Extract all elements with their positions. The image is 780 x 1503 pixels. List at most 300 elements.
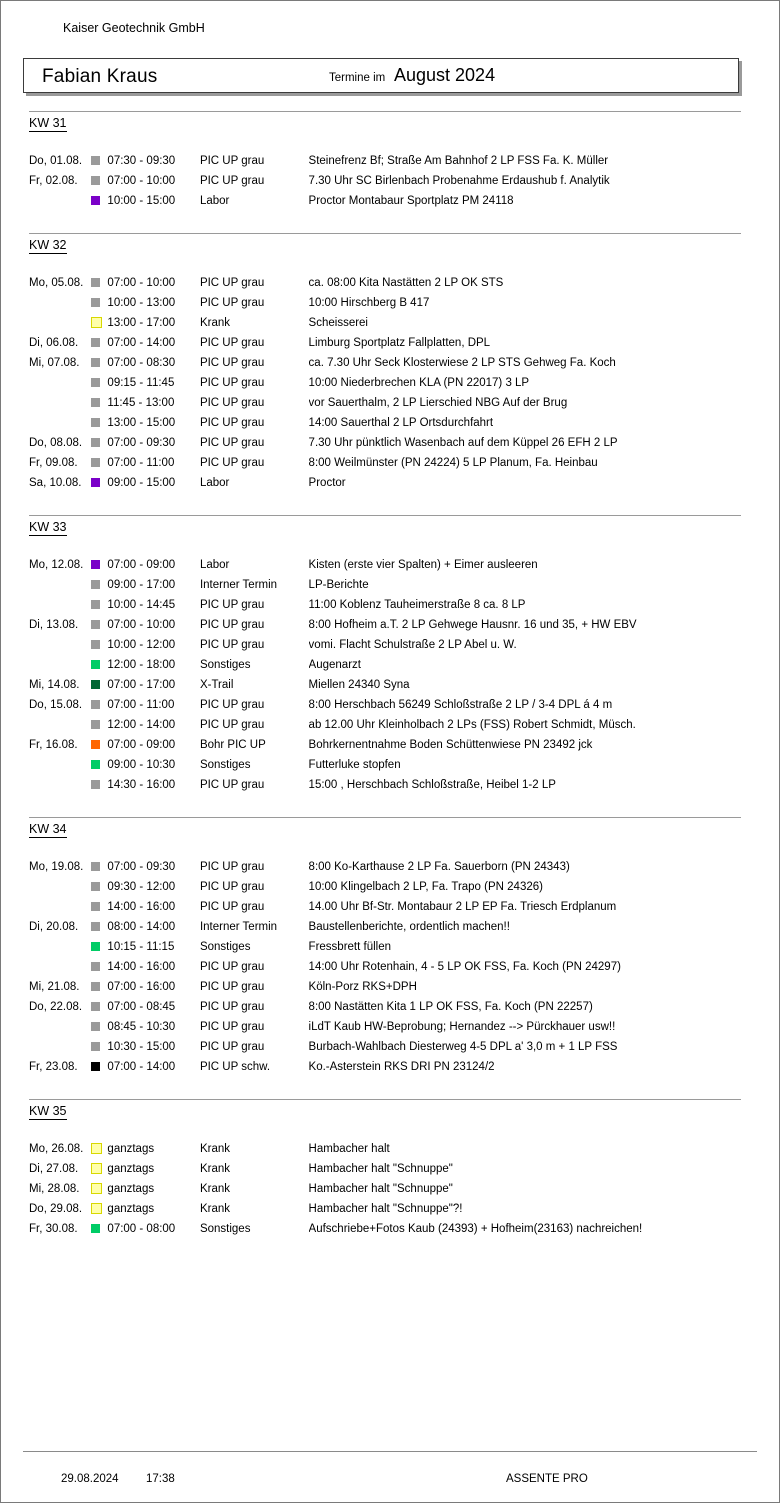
week-bottom-spacer bbox=[1, 211, 780, 233]
table-row[interactable] bbox=[29, 151, 741, 171]
category-color-swatch bbox=[91, 1219, 107, 1239]
table-row[interactable] bbox=[29, 857, 741, 877]
row-description: 8:00 Hofheim a.T. 2 LP Gehwege Hausnr. 16 und 35, + HW EBV bbox=[308, 619, 637, 631]
row-category: PIC UP grau bbox=[199, 397, 265, 409]
swatch-grey bbox=[91, 338, 100, 347]
week-bottom-spacer bbox=[1, 795, 780, 817]
row-time: 07:00 - 10:00 bbox=[107, 277, 176, 289]
week-header bbox=[29, 817, 741, 843]
row-date: Fr, 16.08. bbox=[29, 739, 78, 751]
row-date: Mo, 26.08. bbox=[29, 1143, 84, 1155]
row-description: Burbach-Wahlbach Diesterweg 4-5 DPL a' 3,0 m + 1 LP FSS bbox=[308, 1041, 618, 1053]
row-category: PIC UP grau bbox=[199, 961, 265, 973]
week-bottom-spacer bbox=[1, 1077, 780, 1099]
week-header bbox=[29, 1099, 741, 1125]
table-row[interactable] bbox=[29, 977, 741, 997]
category-color-swatch bbox=[91, 897, 107, 917]
row-category: Krank bbox=[199, 1183, 230, 1195]
row-time: 09:00 - 15:00 bbox=[107, 477, 176, 489]
category-color-swatch bbox=[91, 293, 107, 313]
row-date bbox=[29, 575, 91, 595]
row-description: Scheisserei bbox=[308, 317, 368, 329]
row-description: vor Sauerthalm, 2 LP Lierschied NBG Auf der Brug bbox=[308, 397, 568, 409]
week-spacer bbox=[1, 259, 780, 273]
table-row[interactable] bbox=[29, 775, 741, 795]
table-row[interactable] bbox=[29, 313, 741, 333]
row-description: Baustellenberichte, ordentlich machen!! bbox=[308, 921, 510, 933]
row-date bbox=[29, 635, 91, 655]
title-box bbox=[23, 58, 739, 93]
table-row[interactable] bbox=[29, 453, 741, 473]
table-row[interactable] bbox=[29, 1139, 741, 1159]
swatch-grey bbox=[91, 398, 100, 407]
table-row[interactable] bbox=[29, 555, 741, 575]
table-row[interactable] bbox=[29, 1159, 741, 1179]
row-date: Mo, 19.08. bbox=[29, 861, 84, 873]
row-date: Di, 27.08. bbox=[29, 1163, 79, 1175]
week-table bbox=[29, 1139, 741, 1239]
week-bottom-spacer bbox=[1, 1239, 780, 1261]
swatch-green bbox=[91, 760, 100, 769]
swatch-grey bbox=[91, 298, 100, 307]
row-description: 8:00 Herschbach 56249 Schloßstraße 2 LP / 3-4 DPL á 4 m bbox=[308, 699, 613, 711]
swatch-grey bbox=[91, 580, 100, 589]
table-row[interactable] bbox=[29, 877, 741, 897]
row-time: 09:00 - 17:00 bbox=[107, 579, 176, 591]
week-label: KW 35 bbox=[29, 1104, 67, 1118]
row-description: Fressbrett füllen bbox=[308, 941, 391, 953]
row-category: Interner Termin bbox=[199, 921, 278, 933]
category-color-swatch bbox=[91, 333, 107, 353]
swatch-grey bbox=[91, 700, 100, 709]
category-color-swatch bbox=[91, 413, 107, 433]
week-label: KW 32 bbox=[29, 238, 67, 252]
row-category: Krank bbox=[199, 1163, 230, 1175]
row-time: ganztags bbox=[107, 1143, 155, 1155]
row-category: Sonstiges bbox=[199, 659, 251, 671]
table-row[interactable] bbox=[29, 373, 741, 393]
row-time: 13:00 - 17:00 bbox=[107, 317, 176, 329]
swatch-grey bbox=[91, 1042, 100, 1051]
row-description: Steinefrenz Bf; Straße Am Bahnhof 2 LP FSS Fa. K. Müller bbox=[308, 155, 609, 167]
row-category: PIC UP grau bbox=[199, 699, 265, 711]
table-row[interactable] bbox=[29, 675, 741, 695]
row-date: Sa, 10.08. bbox=[29, 477, 82, 489]
table-row[interactable] bbox=[29, 293, 741, 313]
row-description: 14.00 Uhr Bf-Str. Montabaur 2 LP EP Fa. Triesch Erdplanum bbox=[308, 901, 617, 913]
swatch-darkgreen bbox=[91, 680, 100, 689]
row-category: Krank bbox=[199, 1143, 230, 1155]
week-label: KW 33 bbox=[29, 520, 67, 534]
swatch-yellow bbox=[91, 1183, 102, 1194]
row-category: Krank bbox=[199, 317, 230, 329]
row-description: 14:00 Uhr Rotenhain, 4 - 5 LP OK FSS, Fa. Koch (PN 24297) bbox=[308, 961, 621, 973]
table-row[interactable] bbox=[29, 897, 741, 917]
week-spacer bbox=[1, 137, 780, 151]
row-date bbox=[29, 313, 91, 333]
category-color-swatch bbox=[91, 1199, 107, 1219]
row-category: Krank bbox=[199, 1203, 230, 1215]
row-description: Miellen 24340 Syna bbox=[308, 679, 410, 691]
row-description: ca. 7.30 Uhr Seck Klosterwiese 2 LP STS Gehweg Fa. Koch bbox=[308, 357, 616, 369]
row-description: 8:00 Weilmünster (PN 24224) 5 LP Planum, Fa. Heinbau bbox=[308, 457, 598, 469]
row-time: 12:00 - 18:00 bbox=[107, 659, 176, 671]
row-date: Fr, 09.08. bbox=[29, 457, 78, 469]
swatch-grey bbox=[91, 176, 100, 185]
category-color-swatch bbox=[91, 575, 107, 595]
row-time: 14:00 - 16:00 bbox=[107, 961, 176, 973]
row-category: PIC UP grau bbox=[199, 639, 265, 651]
category-color-swatch bbox=[91, 453, 107, 473]
category-color-swatch bbox=[91, 937, 107, 957]
row-time: 07:00 - 09:30 bbox=[107, 861, 176, 873]
table-row[interactable] bbox=[29, 695, 741, 715]
row-category: PIC UP grau bbox=[199, 155, 265, 167]
row-date bbox=[29, 715, 91, 735]
week-header bbox=[29, 233, 741, 259]
row-time: 07:00 - 10:00 bbox=[107, 175, 176, 187]
week-divider bbox=[29, 111, 741, 112]
week-divider bbox=[29, 233, 741, 234]
row-date: Fr, 30.08. bbox=[29, 1223, 78, 1235]
table-row[interactable] bbox=[29, 937, 741, 957]
row-date bbox=[29, 393, 91, 413]
row-description: Limburg Sportplatz Fallplatten, DPL bbox=[308, 337, 491, 349]
swatch-grey bbox=[91, 862, 100, 871]
row-time: ganztags bbox=[107, 1183, 155, 1195]
row-time: 07:00 - 16:00 bbox=[107, 981, 176, 993]
row-category: PIC UP grau bbox=[199, 357, 265, 369]
week-table bbox=[29, 151, 741, 211]
category-color-swatch bbox=[91, 1037, 107, 1057]
swatch-yellow bbox=[91, 1163, 102, 1174]
row-time: 07:00 - 14:00 bbox=[107, 1061, 176, 1073]
table-row[interactable] bbox=[29, 1017, 741, 1037]
category-color-swatch bbox=[91, 857, 107, 877]
row-description: Bohrkernentnahme Boden Schüttenwiese PN 23492 jck bbox=[308, 739, 593, 751]
row-time: 10:00 - 13:00 bbox=[107, 297, 176, 309]
row-description: Proctor bbox=[308, 477, 346, 489]
table-row[interactable] bbox=[29, 273, 741, 293]
category-color-swatch bbox=[91, 1017, 107, 1037]
swatch-yellow bbox=[91, 1203, 102, 1214]
row-time: 10:00 - 15:00 bbox=[107, 195, 176, 207]
week-block bbox=[1, 1099, 780, 1261]
row-category: PIC UP grau bbox=[199, 599, 265, 611]
category-color-swatch bbox=[91, 997, 107, 1017]
week-header bbox=[29, 515, 741, 541]
row-time: 08:45 - 10:30 bbox=[107, 1021, 176, 1033]
row-category: Sonstiges bbox=[199, 759, 251, 771]
title-subtitle: Termine im bbox=[329, 72, 386, 84]
row-date bbox=[29, 373, 91, 393]
footer-time: 17:38 bbox=[146, 1473, 175, 1485]
row-description: 8:00 Nastätten Kita 1 LP OK FSS, Fa. Koch (PN 22257) bbox=[308, 1001, 593, 1013]
row-category: Bohr PIC UP bbox=[199, 739, 266, 751]
swatch-grey bbox=[91, 720, 100, 729]
table-row[interactable] bbox=[29, 413, 741, 433]
category-color-swatch bbox=[91, 171, 107, 191]
week-block bbox=[1, 817, 780, 1099]
row-description: Proctor Montabaur Sportplatz PM 24118 bbox=[308, 195, 514, 207]
swatch-grey bbox=[91, 1002, 100, 1011]
row-description: Augenarzt bbox=[308, 659, 361, 671]
table-row[interactable] bbox=[29, 1199, 741, 1219]
row-category: Labor bbox=[199, 195, 230, 207]
row-time: 12:00 - 14:00 bbox=[107, 719, 176, 731]
company-name: Kaiser Geotechnik GmbH bbox=[63, 21, 205, 35]
row-time: 07:00 - 17:00 bbox=[107, 679, 176, 691]
swatch-violet bbox=[91, 560, 100, 569]
row-time: 08:00 - 14:00 bbox=[107, 921, 176, 933]
row-category: Sonstiges bbox=[199, 941, 251, 953]
row-time: 10:15 - 11:15 bbox=[107, 941, 175, 953]
table-row[interactable] bbox=[29, 575, 741, 595]
row-date bbox=[29, 293, 91, 313]
category-color-swatch bbox=[91, 675, 107, 695]
row-description: 8:00 Ko-Karthause 2 LP Fa. Sauerborn (PN 24343) bbox=[308, 861, 570, 873]
week-spacer bbox=[1, 541, 780, 555]
row-date: Mi, 21.08. bbox=[29, 981, 80, 993]
row-time: 07:00 - 09:30 bbox=[107, 437, 176, 449]
row-date: Fr, 02.08. bbox=[29, 175, 78, 187]
category-color-swatch bbox=[91, 715, 107, 735]
week-spacer bbox=[1, 843, 780, 857]
row-date: Do, 01.08. bbox=[29, 155, 83, 167]
row-date: Di, 13.08. bbox=[29, 619, 79, 631]
row-time: ganztags bbox=[107, 1203, 155, 1215]
row-date: Do, 22.08. bbox=[29, 1001, 83, 1013]
swatch-grey bbox=[91, 882, 100, 891]
table-row[interactable] bbox=[29, 1057, 741, 1077]
table-row[interactable] bbox=[29, 171, 741, 191]
row-time: 07:00 - 09:00 bbox=[107, 739, 176, 751]
row-time: 09:30 - 12:00 bbox=[107, 881, 176, 893]
row-category: PIC UP grau bbox=[199, 437, 265, 449]
table-row[interactable] bbox=[29, 433, 741, 453]
table-row[interactable] bbox=[29, 473, 741, 493]
row-description: 14:00 Sauerthal 2 LP Ortsdurchfahrt bbox=[308, 417, 494, 429]
swatch-grey bbox=[91, 982, 100, 991]
row-category: PIC UP grau bbox=[199, 901, 265, 913]
row-category: Interner Termin bbox=[199, 579, 278, 591]
week-block bbox=[1, 515, 780, 817]
row-description: ab 12.00 Uhr Kleinholbach 2 LPs (FSS) Robert Schmidt, Müsch. bbox=[308, 719, 636, 731]
swatch-grey bbox=[91, 640, 100, 649]
table-row[interactable] bbox=[29, 997, 741, 1017]
row-description: Kisten (erste vier Spalten) + Eimer ausleeren bbox=[308, 559, 538, 571]
table-row[interactable] bbox=[29, 191, 741, 211]
row-time: 07:00 - 10:00 bbox=[107, 619, 176, 631]
table-row[interactable] bbox=[29, 1179, 741, 1199]
row-category: PIC UP grau bbox=[199, 619, 265, 631]
table-row[interactable] bbox=[29, 917, 741, 937]
row-description: Hambacher halt "Schnuppe" bbox=[308, 1163, 453, 1175]
row-category: PIC UP grau bbox=[199, 861, 265, 873]
row-description: 11:00 Koblenz Tauheimerstraße 8 ca. 8 LP bbox=[308, 599, 526, 611]
row-description: Aufschriebe+Fotos Kaub (24393) + Hofheim(23163) nachreichen! bbox=[308, 1223, 643, 1235]
row-date bbox=[29, 897, 91, 917]
row-category: PIC UP schw. bbox=[199, 1061, 271, 1073]
weeks-container bbox=[1, 111, 780, 1261]
table-row[interactable] bbox=[29, 755, 741, 775]
swatch-grey bbox=[91, 922, 100, 931]
row-category: PIC UP grau bbox=[199, 277, 265, 289]
row-date: Di, 20.08. bbox=[29, 921, 79, 933]
swatch-grey bbox=[91, 620, 100, 629]
week-block bbox=[1, 233, 780, 515]
category-color-swatch bbox=[91, 957, 107, 977]
footer-date: 29.08.2024 bbox=[61, 1473, 119, 1485]
row-description: 15:00 , Herschbach Schloßstraße, Heibel 1-2 LP bbox=[308, 779, 556, 791]
category-color-swatch bbox=[91, 775, 107, 795]
table-row[interactable] bbox=[29, 1219, 741, 1239]
swatch-grey bbox=[91, 438, 100, 447]
row-date: Fr, 23.08. bbox=[29, 1061, 78, 1073]
table-row[interactable] bbox=[29, 353, 741, 373]
category-color-swatch bbox=[91, 877, 107, 897]
swatch-grey bbox=[91, 1022, 100, 1031]
category-color-swatch bbox=[91, 1057, 107, 1077]
row-date bbox=[29, 655, 91, 675]
footer-app-name: ASSENTE PRO bbox=[506, 1473, 588, 1485]
week-table bbox=[29, 555, 741, 795]
row-date: Do, 08.08. bbox=[29, 437, 83, 449]
table-row[interactable] bbox=[29, 615, 741, 635]
row-time: 10:30 - 15:00 bbox=[107, 1041, 176, 1053]
swatch-violet bbox=[91, 196, 100, 205]
row-category: PIC UP grau bbox=[199, 1041, 265, 1053]
row-description: Köln-Porz RKS+DPH bbox=[308, 981, 417, 993]
week-divider bbox=[29, 817, 741, 818]
category-color-swatch bbox=[91, 595, 107, 615]
swatch-violet bbox=[91, 478, 100, 487]
row-description: vomi. Flacht Schulstraße 2 LP Abel u. W. bbox=[308, 639, 517, 651]
row-date bbox=[29, 877, 91, 897]
row-date bbox=[29, 775, 91, 795]
swatch-orange bbox=[91, 740, 100, 749]
category-color-swatch bbox=[91, 635, 107, 655]
table-row[interactable] bbox=[29, 655, 741, 675]
title-month: August 2024 bbox=[394, 65, 496, 85]
table-row[interactable] bbox=[29, 735, 741, 755]
swatch-green bbox=[91, 942, 100, 951]
week-table bbox=[29, 857, 741, 1077]
row-description: Hambacher halt bbox=[308, 1143, 390, 1155]
row-description: 10:00 Klingelbach 2 LP, Fa. Trapo (PN 24326) bbox=[308, 881, 543, 893]
week-bottom-spacer bbox=[1, 493, 780, 515]
category-color-swatch bbox=[91, 313, 107, 333]
row-category: PIC UP grau bbox=[199, 779, 265, 791]
row-time: 10:00 - 14:45 bbox=[107, 599, 176, 611]
row-date: Di, 06.08. bbox=[29, 337, 79, 349]
row-category: PIC UP grau bbox=[199, 719, 265, 731]
row-category: PIC UP grau bbox=[199, 981, 265, 993]
category-color-swatch bbox=[91, 151, 107, 171]
row-date: Mi, 28.08. bbox=[29, 1183, 80, 1195]
row-time: 09:00 - 10:30 bbox=[107, 759, 176, 771]
row-description: 10:00 Niederbrechen KLA (PN 22017) 3 LP bbox=[308, 377, 530, 389]
table-row[interactable] bbox=[29, 393, 741, 413]
swatch-grey bbox=[91, 418, 100, 427]
week-header bbox=[29, 111, 741, 137]
week-divider bbox=[29, 515, 741, 516]
row-time: 07:00 - 09:00 bbox=[107, 559, 176, 571]
category-color-swatch bbox=[91, 273, 107, 293]
category-color-swatch bbox=[91, 555, 107, 575]
week-label: KW 34 bbox=[29, 822, 67, 836]
row-date: Do, 15.08. bbox=[29, 699, 83, 711]
swatch-yellow bbox=[91, 1143, 102, 1154]
row-time: 14:00 - 16:00 bbox=[107, 901, 176, 913]
row-category: PIC UP grau bbox=[199, 1001, 265, 1013]
row-description: 7.30 Uhr pünktlich Wasenbach auf dem Küppel 26 EFH 2 LP bbox=[308, 437, 618, 449]
swatch-green bbox=[91, 660, 100, 669]
table-row[interactable] bbox=[29, 635, 741, 655]
week-spacer bbox=[1, 1125, 780, 1139]
page-title: Fabian Kraus bbox=[42, 66, 158, 87]
row-date bbox=[29, 1017, 91, 1037]
row-category: Labor bbox=[199, 559, 230, 571]
swatch-grey bbox=[91, 962, 100, 971]
row-date: Mi, 14.08. bbox=[29, 679, 80, 691]
row-time: 07:00 - 11:00 bbox=[107, 699, 175, 711]
row-time: ganztags bbox=[107, 1163, 155, 1175]
footer-divider bbox=[23, 1451, 757, 1452]
row-category: PIC UP grau bbox=[199, 417, 265, 429]
week-table bbox=[29, 273, 741, 493]
swatch-grey bbox=[91, 902, 100, 911]
row-category: PIC UP grau bbox=[199, 1021, 265, 1033]
week-block bbox=[1, 111, 780, 233]
swatch-grey bbox=[91, 378, 100, 387]
row-description: LP-Berichte bbox=[308, 579, 369, 591]
row-date: Mi, 07.08. bbox=[29, 357, 80, 369]
table-row[interactable] bbox=[29, 333, 741, 353]
row-time: 13:00 - 15:00 bbox=[107, 417, 176, 429]
category-color-swatch bbox=[91, 755, 107, 775]
row-date: Mo, 05.08. bbox=[29, 277, 84, 289]
category-color-swatch bbox=[91, 917, 107, 937]
row-time: 07:00 - 08:00 bbox=[107, 1223, 176, 1235]
table-row[interactable] bbox=[29, 1037, 741, 1057]
category-color-swatch bbox=[91, 191, 107, 211]
swatch-grey bbox=[91, 458, 100, 467]
swatch-grey bbox=[91, 780, 100, 789]
category-color-swatch bbox=[91, 473, 107, 493]
row-date bbox=[29, 957, 91, 977]
row-time: 09:15 - 11:45 bbox=[107, 377, 175, 389]
row-category: PIC UP grau bbox=[199, 377, 265, 389]
row-category: PIC UP grau bbox=[199, 297, 265, 309]
row-category: Sonstiges bbox=[199, 1223, 251, 1235]
row-time: 07:00 - 08:45 bbox=[107, 1001, 176, 1013]
row-date bbox=[29, 191, 91, 211]
category-color-swatch bbox=[91, 1159, 107, 1179]
table-row[interactable] bbox=[29, 957, 741, 977]
row-category: PIC UP grau bbox=[199, 457, 265, 469]
row-description: ca. 08:00 Kita Nastätten 2 LP OK STS bbox=[308, 277, 504, 289]
table-row[interactable] bbox=[29, 715, 741, 735]
swatch-grey bbox=[91, 358, 100, 367]
row-description: Hambacher halt "Schnuppe" bbox=[308, 1183, 453, 1195]
row-date bbox=[29, 1037, 91, 1057]
row-date: Do, 29.08. bbox=[29, 1203, 83, 1215]
table-row[interactable] bbox=[29, 595, 741, 615]
category-color-swatch bbox=[91, 1139, 107, 1159]
row-category: PIC UP grau bbox=[199, 337, 265, 349]
category-color-swatch bbox=[91, 433, 107, 453]
